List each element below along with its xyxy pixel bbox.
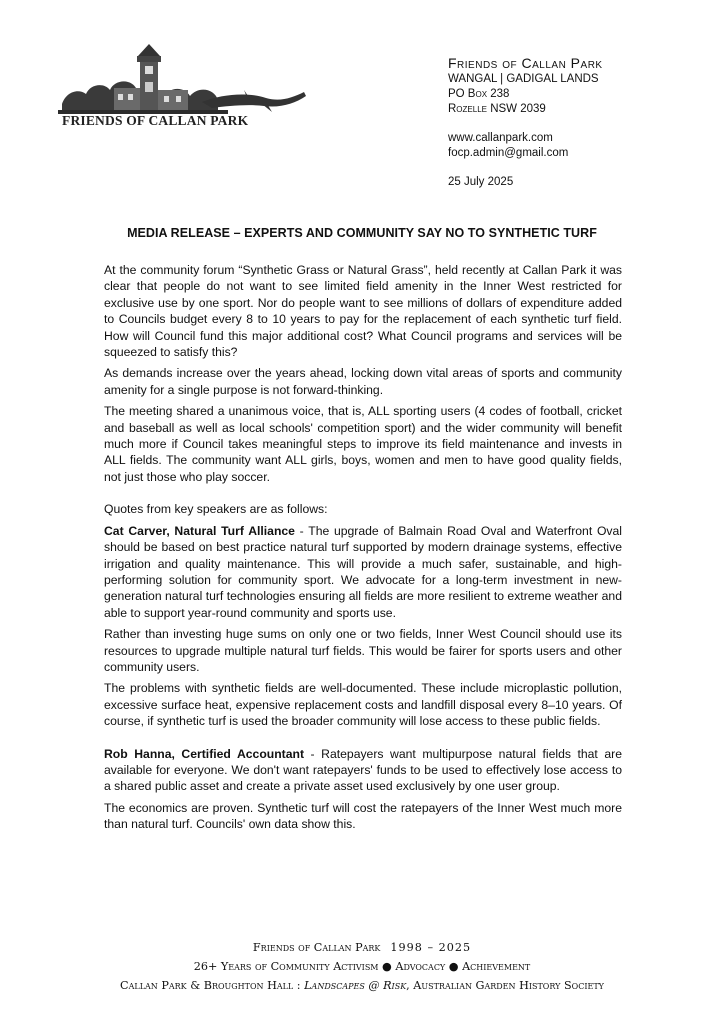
email-link[interactable]: focp.admin@gmail.com xyxy=(448,147,569,159)
website-link[interactable]: www.callanpark.com xyxy=(448,132,553,144)
footer-years: 1998 – 2025 xyxy=(390,941,472,954)
paragraph-3: The meeting shared a unanimous voice, that is, ALL sporting users (4 codes of football, cricket and baseball as well as local schools' competition sport) and the wider community will benefit much more if Council takes meaningful steps to improve its field maintenance and invests in ALL fields. The community want ALL girls, boys, women and men to have good quality fields, not just those who play soccer. xyxy=(104,404,622,484)
footer-line-1 xyxy=(0,938,724,957)
footer-line-3 xyxy=(0,976,724,995)
footer-line-3-prefix: Callan Park & Broughton Hall : xyxy=(120,979,305,992)
po-box-text: PO Box 238 xyxy=(448,88,510,100)
paragraph-2: As demands increase over the years ahead, locking down vital areas of sports and community amenity for a single purpose is not forward-thinking. xyxy=(104,366,622,397)
release-date: 25 July 2025 xyxy=(448,176,514,188)
footer-org: Friends of Callan Park xyxy=(252,941,381,954)
footer-line-3-italic: Landscapes @ Risk xyxy=(304,979,407,992)
lands-acknowledgement: WANGAL | GADIGAL LANDS xyxy=(448,73,599,85)
organisation-name: Friends of Callan Park xyxy=(448,55,603,71)
po-box xyxy=(448,87,603,102)
footer-line-3-suffix: , Australian Garden History Society xyxy=(406,979,604,992)
suburb-line xyxy=(448,102,603,117)
speaker-cat-carver: Cat Carver, Natural Turf Alliance xyxy=(104,523,295,538)
quote-rob-hanna: - Ratepayers want multipurpose natural fields that are available for everyone. We don't want ratepayers' funds to be used to effectively lose access to a shared public asset and create a private asset used exclusively by one user group. xyxy=(104,746,622,794)
logo-caption: FRIENDS OF CALLAN PARK xyxy=(62,113,249,128)
state-postcode: NSW 2039 xyxy=(490,103,546,115)
paragraph-1: At the community forum “Synthetic Grass or Natural Grass”, held recently at Callan Park it was clear that people do not want to see limited field amenity in the Inner West restricted for exclusive use by one sport. Nor do people want to see millions of dollars of expenditure added to Councils budget every 8 to 10 years to pay for the replacement of each synthetic turf field. How will Council fund this major additional cost? What Council programs and services will be squeezed to satisfy this? xyxy=(104,263,622,360)
page-footer xyxy=(0,938,724,995)
paragraph-9: The economics are proven. Synthetic turf will cost the ratepayers of the Inner West much more than natural turf. Councils' own data show this. xyxy=(104,800,622,832)
letterhead-address xyxy=(448,54,603,190)
paragraph-7: The problems with synthetic fields are well-documented. These include microplastic pollution, excessive surface heat, expensive replacement costs and landfill disposal every 8–10 years. Of course, if synthetic turf is used the broader community will lose access to these public fields. xyxy=(104,681,622,729)
release-body xyxy=(104,262,622,838)
suburb: Rozelle xyxy=(448,103,487,115)
paragraph-cat-carver xyxy=(104,523,622,621)
paragraph-quotes-intro: Quotes from key speakers are as follows: xyxy=(104,502,328,517)
media-release-headline: MEDIA RELEASE – EXPERTS AND COMMUNITY SAY NO TO SYNTHETIC TURF xyxy=(127,226,597,240)
speaker-rob-hanna: Rob Hanna, Certified Accountant xyxy=(104,746,304,761)
paragraph-6: Rather than investing huge sums on only one or two fields, Inner West Council should use its resources to upgrade multiple natural turf fields. This would be fairer for sports users and other community users. xyxy=(104,627,622,674)
footer-line-2: 26+ Years of Community Activism ● Advocacy ● Achievement xyxy=(193,960,531,973)
quote-cat-carver: - The upgrade of Balmain Road Oval and Waterfront Oval should be based on best practice natural turf supported by modern drainage systems, effective irrigation and quality maintenance. This will provide a much safer, sustainable, and high-performing solution for community sport. We advocate for a long-term investment in new-generation natural turf technologies ensuring all fields are more resilient to extreme weather and able to support year-round community and sports use. xyxy=(104,523,623,620)
paragraph-rob-hanna xyxy=(104,746,622,795)
